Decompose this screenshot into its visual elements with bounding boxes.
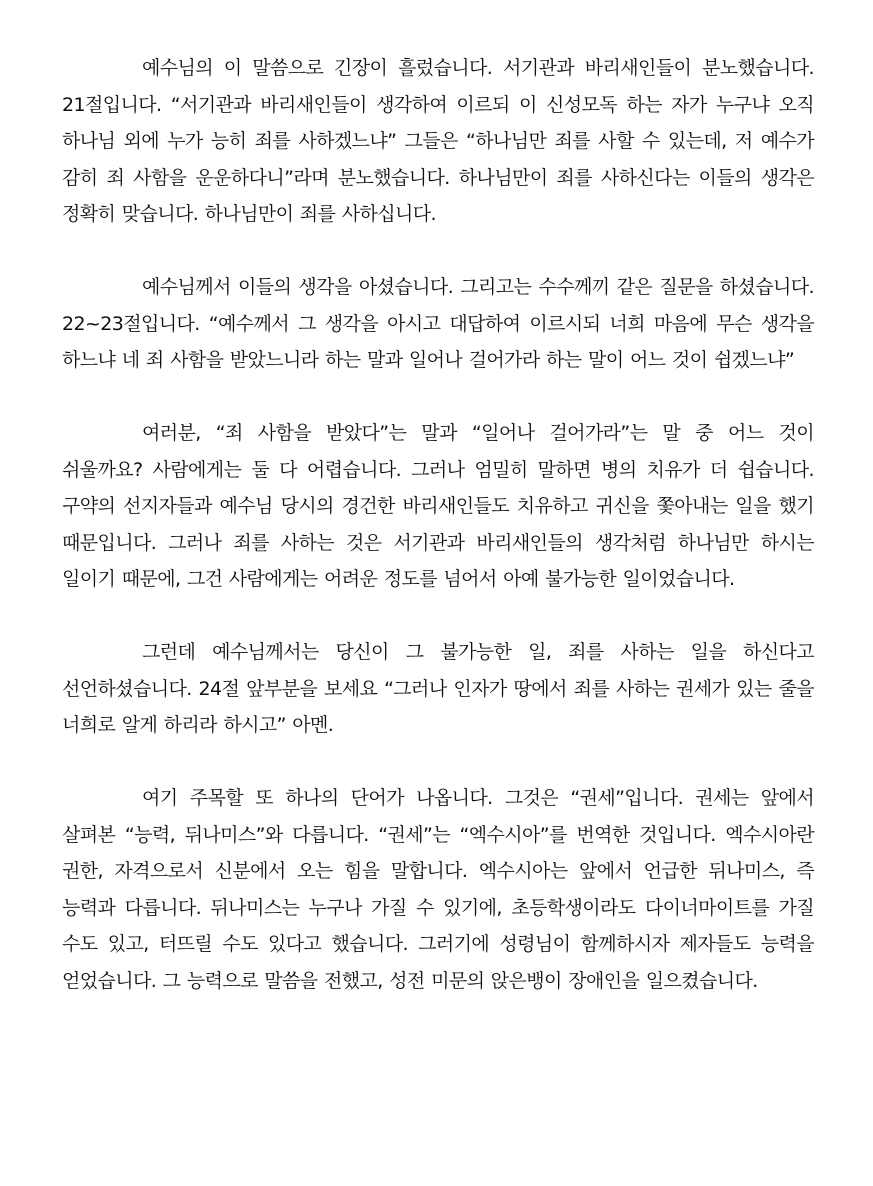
paragraph-3: 여러분, “죄 사함을 받았다”는 말과 “일어나 걸어가라”는 말 중 어느 것이 쉬울까요? 사람에게는 둘 다 어렵습니다. 그러나 엄밀히 말하면 병의 치유가 더 쉽습니다. 구약의 선지자들과 예수님 당시의 경건한 바리새인들도 치유하고 귀신을 쫓아내는 일을 했기 때문입니다. 그러나 죄를 사하는 것은 서기관과 바리새인들의 생각처럼 하나님만 하시는 일이기 때문에, 그건 사람에게는 어려운 정도를 넘어서 아예 불가능한 일이었습니다. bbox=[62, 422, 814, 590]
paragraph-5: 여기 주목할 또 하나의 단어가 나옵니다. 그것은 “권세”입니다. 권세는 앞에서 살펴본 “능력, 뒤나미스”와 다릅니다. “권세”는 “엑수시아”를 번역한 것입니다. 엑수시아란 권한, 자격으로서 신분에서 오는 힘을 말합니다. 엑수시아는 앞에서 언급한 뒤나미스, 즉 능력과 다릅니다. 뒤나미스는 누구나 가질 수 있기에, 초등학생이라도 다이너마이트를 가질 수도 있고, 터뜨릴 수도 있다고 했습니다. 그러기에 성령님이 함께하시자 제자들도 능력을 얻었습니다. 그 능력으로 말씀을 전했고, 성전 미문의 앉은뱅이 장애인을 일으켰습니다. bbox=[62, 787, 814, 992]
paragraph-4: 그런데 예수님께서는 당신이 그 불가능한 일, 죄를 사하는 일을 하신다고 선언하셨습니다. 24절 앞부분을 보세요 “그러나 인자가 땅에서 죄를 사하는 권세가 있는 줄을 너희로 알게 하리라 하시고” 아멘. bbox=[62, 641, 814, 736]
paragraph-2: 예수님께서 이들의 생각을 아셨습니다. 그리고는 수수께끼 같은 질문을 하셨습니다. 22~23절입니다. “예수께서 그 생각을 아시고 대답하여 이르시되 너희 마음에 무슨 생각을 하느냐 네 죄 사함을 받았느니라 하는 말과 일어나 걸어가라 하는 말이 어느 것이 쉽겠느냐” bbox=[62, 276, 814, 371]
paragraph-1: 예수님의 이 말씀으로 긴장이 흘렀습니다. 서기관과 바리새인들이 분노했습니다. 21절입니다. “서기관과 바리새인들이 생각하여 이르되 이 신성모독 하는 자가 누구냐 오직 하나님 외에 누가 능히 죄를 사하겠느냐” 그들은 “하나님만 죄를 사할 수 있는데, 저 예수가 감히 죄 사함을 운운하다니”라며 분노했습니다. 하나님만이 죄를 사하신다는 이들의 생각은 정확히 맞습니다. 하나님만이 죄를 사하십니다. bbox=[62, 57, 814, 225]
document-page bbox=[62, 50, 814, 1036]
